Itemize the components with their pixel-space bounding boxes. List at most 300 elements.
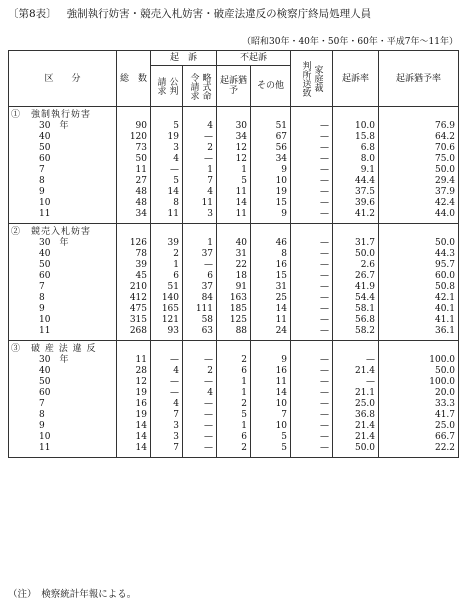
table-cell: 3 (183, 209, 217, 224)
header-kiso-formal (151, 66, 183, 107)
empty-cell (217, 341, 251, 356)
year-text: 10 (39, 432, 51, 442)
table-cell: 41.9 (333, 282, 379, 293)
table-cell: 88 (217, 326, 251, 341)
table-cell: 1 (183, 238, 217, 249)
table-cell: 11 (217, 209, 251, 224)
year-label (9, 421, 117, 432)
table-cell: — (291, 355, 333, 366)
table-cell: 50 (117, 154, 151, 165)
empty-cell (379, 341, 459, 356)
table-cell: 41.7 (379, 410, 459, 421)
table-row (9, 165, 459, 176)
table-cell: 14 (117, 432, 151, 443)
section-header-row (9, 107, 459, 122)
table-row (9, 132, 459, 143)
table-cell: 1 (217, 165, 251, 176)
table-cell: 100.0 (379, 355, 459, 366)
header-kiso: 起 訴 (151, 51, 217, 66)
table-cell: 210 (117, 282, 151, 293)
vertical-header-text: 請求 (155, 77, 166, 95)
table-cell: 9.1 (333, 165, 379, 176)
table-cell: 41.1 (379, 315, 459, 326)
table-cell: — (183, 432, 217, 443)
table-cell: 475 (117, 304, 151, 315)
table-cell: 54.4 (333, 293, 379, 304)
table-cell: 33.3 (379, 399, 459, 410)
year-label (9, 388, 117, 399)
table-cell: 39 (117, 260, 151, 271)
table-cell: 64.2 (379, 132, 459, 143)
table-cell: 4 (183, 187, 217, 198)
year-text: 30 年 (39, 121, 69, 131)
year-label (9, 121, 117, 132)
table-cell: 29.4 (379, 176, 459, 187)
year-label (9, 209, 117, 224)
section-name: ① 強制執行妨害 (9, 107, 117, 122)
table-cell: 42.1 (379, 293, 459, 304)
year-label (9, 443, 117, 458)
table-cell: 10.0 (333, 121, 379, 132)
empty-cell (333, 341, 379, 356)
table-cell: 25.0 (333, 399, 379, 410)
table-cell: 268 (117, 326, 151, 341)
table-cell: 4 (151, 154, 183, 165)
table-row (9, 176, 459, 187)
table-cell: — (151, 165, 183, 176)
table-cell: — (291, 154, 333, 165)
empty-cell (379, 107, 459, 122)
table-cell: — (183, 410, 217, 421)
table-cell: 120 (117, 132, 151, 143)
empty-cell (117, 107, 151, 122)
table-cell: 50.0 (333, 249, 379, 260)
header-total: 総 数 (117, 51, 151, 107)
year-text: 8 (39, 410, 45, 420)
table-cell: 16 (251, 366, 291, 377)
table-cell: 14 (251, 388, 291, 399)
table-cell: 16 (251, 260, 291, 271)
year-label (9, 154, 117, 165)
table-cell: 25 (251, 293, 291, 304)
table-cell: — (333, 377, 379, 388)
table-cell: 44.0 (379, 209, 459, 224)
table-cell: 24 (251, 326, 291, 341)
section-2 (9, 224, 459, 341)
vertical-header-text: 判所送致 (300, 60, 311, 97)
table-cell: 26.7 (333, 271, 379, 282)
table-cell: — (151, 388, 183, 399)
table-cell: — (183, 421, 217, 432)
table-cell: 66.7 (379, 432, 459, 443)
vertical-header-text: 家庭裁 (312, 65, 323, 92)
table-cell: 6 (217, 366, 251, 377)
table-cell: 4 (151, 366, 183, 377)
table-cell: 42.4 (379, 198, 459, 209)
table-row (9, 399, 459, 410)
year-label (9, 293, 117, 304)
year-label (9, 143, 117, 154)
table-cell: 2 (217, 443, 251, 458)
table-cell: 125 (217, 315, 251, 326)
table-cell: — (291, 176, 333, 187)
empty-cell (151, 224, 183, 239)
header-fukiso: 不起訴 (217, 51, 291, 66)
table-row (9, 410, 459, 421)
table-cell: — (291, 410, 333, 421)
table-cell: 84 (183, 293, 217, 304)
empty-cell (183, 224, 217, 239)
table-cell: 4 (151, 399, 183, 410)
table-cell: 6 (217, 432, 251, 443)
table-cell: 14 (251, 304, 291, 315)
year-text: 50 (39, 260, 51, 270)
table-cell: — (291, 293, 333, 304)
table-cell: 15.8 (333, 132, 379, 143)
table-cell: 7 (151, 443, 183, 458)
table-cell: 46 (251, 238, 291, 249)
empty-cell (251, 224, 291, 239)
table-cell: 14 (117, 443, 151, 458)
table-cell: 58 (183, 315, 217, 326)
table-cell: 11 (251, 315, 291, 326)
year-label (9, 260, 117, 271)
year-label (9, 132, 117, 143)
year-text: 60 (39, 271, 51, 281)
table-cell: 8 (151, 198, 183, 209)
year-label (9, 271, 117, 282)
table-cell: 3 (151, 421, 183, 432)
table-cell: 39.6 (333, 198, 379, 209)
table-cell: 4 (183, 121, 217, 132)
table-cell: 37.5 (333, 187, 379, 198)
table-cell: 40.1 (379, 304, 459, 315)
table-cell: 5 (251, 432, 291, 443)
section-name: ③ 破 産 法 違 反 (9, 341, 117, 356)
table-cell: 6 (183, 271, 217, 282)
table-cell: — (291, 326, 333, 341)
table-cell: — (183, 154, 217, 165)
table-cell: 30 (217, 121, 251, 132)
table-cell: 34 (251, 154, 291, 165)
table-cell: 75.0 (379, 154, 459, 165)
table-row (9, 293, 459, 304)
table-cell: 21.4 (333, 366, 379, 377)
year-label (9, 187, 117, 198)
table-cell: 76.9 (379, 121, 459, 132)
table-cell: 7 (183, 176, 217, 187)
table-cell: — (291, 421, 333, 432)
table-row (9, 355, 459, 366)
table-cell: — (151, 355, 183, 366)
year-label (9, 366, 117, 377)
table-cell: — (291, 121, 333, 132)
empty-cell (151, 107, 183, 122)
table-cell: — (291, 366, 333, 377)
year-text: 60 (39, 388, 51, 398)
table-cell: — (291, 443, 333, 458)
table-cell: 50.0 (333, 443, 379, 458)
year-label (9, 355, 117, 366)
table-cell: 8.0 (333, 154, 379, 165)
table-cell: 315 (117, 315, 151, 326)
table-cell: 58.2 (333, 326, 379, 341)
table-cell: 5 (151, 176, 183, 187)
table-cell: 1 (183, 165, 217, 176)
table-cell: — (183, 443, 217, 458)
table-cell: 10 (251, 399, 291, 410)
table-cell: 31 (217, 249, 251, 260)
table-cell: — (291, 238, 333, 249)
table-cell: 25.0 (379, 421, 459, 432)
table-cell: 50.0 (379, 238, 459, 249)
table-cell: 18 (217, 271, 251, 282)
empty-cell (117, 341, 151, 356)
table-cell: 21.4 (333, 421, 379, 432)
year-label (9, 238, 117, 249)
year-text: 9 (39, 187, 45, 197)
table-cell: 19 (117, 410, 151, 421)
table-cell: 14 (217, 198, 251, 209)
table-cell: 6.8 (333, 143, 379, 154)
year-label (9, 432, 117, 443)
table-cell: 50.8 (379, 282, 459, 293)
table-row (9, 282, 459, 293)
table-cell: 15 (251, 271, 291, 282)
header-kiso-rate: 起訴率 (333, 51, 379, 107)
table-cell: 37 (183, 282, 217, 293)
table-row (9, 421, 459, 432)
year-label (9, 249, 117, 260)
table-cell: 27 (117, 176, 151, 187)
table-cell: 1 (217, 421, 251, 432)
table-cell: 16 (117, 399, 151, 410)
year-text: 9 (39, 421, 45, 431)
year-text: 11 (39, 326, 51, 336)
empty-cell (151, 341, 183, 356)
table-note: （注） 検察統計年報による。 (8, 589, 137, 600)
year-label (9, 326, 117, 341)
table-cell: 7 (151, 410, 183, 421)
header-kiso-yuyo: 起訴猶予 (217, 66, 251, 107)
table-cell: — (183, 399, 217, 410)
table-cell: 60.0 (379, 271, 459, 282)
table-cell: 41.2 (333, 209, 379, 224)
year-text: 11 (39, 443, 51, 453)
table-cell: 67 (251, 132, 291, 143)
table-cell: 1 (151, 260, 183, 271)
year-label (9, 165, 117, 176)
table-cell: 1 (217, 377, 251, 388)
empty-cell (183, 341, 217, 356)
table-cell: 11 (117, 165, 151, 176)
year-text: 7 (39, 165, 45, 175)
year-text: 10 (39, 198, 51, 208)
year-text: 11 (39, 209, 51, 219)
table-cell: 163 (217, 293, 251, 304)
table-cell: 9 (251, 165, 291, 176)
table-cell: 111 (183, 304, 217, 315)
table-cell: — (291, 399, 333, 410)
table-cell: 63 (183, 326, 217, 341)
table-cell: 5 (217, 176, 251, 187)
table-cell: 50.0 (379, 165, 459, 176)
table-cell: 14 (117, 421, 151, 432)
table-cell: 9 (251, 355, 291, 366)
vertical-header-text: 公判 (167, 77, 178, 95)
year-label (9, 282, 117, 293)
header-sonota: その他 (251, 66, 291, 107)
table-cell: 31 (251, 282, 291, 293)
table-cell: 22.2 (379, 443, 459, 458)
table-cell: 56.8 (333, 315, 379, 326)
table-row (9, 249, 459, 260)
table-cell: 4 (183, 388, 217, 399)
table-cell: 3 (151, 432, 183, 443)
table-cell: 100.0 (379, 377, 459, 388)
table-cell: 121 (151, 315, 183, 326)
section-header-row (9, 341, 459, 356)
table-cell: 19 (251, 187, 291, 198)
vertical-header-text: 令請求 (188, 72, 199, 100)
year-text: 30 年 (39, 355, 69, 365)
table-cell: 15 (251, 198, 291, 209)
year-text: 40 (39, 366, 51, 376)
table-cell: — (151, 377, 183, 388)
table-cell: 19 (151, 132, 183, 143)
section-3 (9, 341, 459, 458)
table-cell: 2 (217, 399, 251, 410)
table-cell: 12 (117, 377, 151, 388)
table-number: 〔第8表〕 (8, 8, 57, 20)
table-cell: 11 (217, 187, 251, 198)
year-label (9, 315, 117, 326)
table-cell: 12 (217, 143, 251, 154)
header-kiso-summary (183, 66, 217, 107)
table-row (9, 315, 459, 326)
header-katei (291, 51, 333, 107)
table-cell: 21.1 (333, 388, 379, 399)
header-yuyo-rate: 起訴猶予率 (379, 51, 459, 107)
table-row (9, 366, 459, 377)
table-cell: 8 (251, 249, 291, 260)
table-cell: 6 (151, 271, 183, 282)
table-row (9, 432, 459, 443)
table-cell: 5 (251, 443, 291, 458)
table-cell: — (291, 260, 333, 271)
table-cell: — (291, 271, 333, 282)
year-label (9, 198, 117, 209)
table-cell: — (291, 282, 333, 293)
table-cell: 2 (183, 143, 217, 154)
table-cell: 48 (117, 187, 151, 198)
header-kubun: 区 分 (9, 51, 117, 107)
table-cell: 14 (151, 187, 183, 198)
table-cell: 51 (151, 282, 183, 293)
table-cell: 11 (183, 198, 217, 209)
table-cell: — (183, 260, 217, 271)
table-cell: 2 (151, 249, 183, 260)
year-text: 10 (39, 315, 51, 325)
empty-cell (217, 107, 251, 122)
table-cell: 56 (251, 143, 291, 154)
year-text: 30 年 (39, 238, 69, 248)
table-row (9, 209, 459, 224)
table-cell: — (291, 209, 333, 224)
table-cell: 126 (117, 238, 151, 249)
empty-cell (333, 224, 379, 239)
empty-cell (183, 107, 217, 122)
empty-cell (217, 224, 251, 239)
empty-cell (333, 107, 379, 122)
empty-cell (117, 224, 151, 239)
year-text: 40 (39, 132, 51, 142)
table-cell: 91 (217, 282, 251, 293)
table-cell: 36.1 (379, 326, 459, 341)
table-cell: 44.4 (333, 176, 379, 187)
year-label (9, 304, 117, 315)
table-cell: — (291, 304, 333, 315)
table-row (9, 271, 459, 282)
table-cell: 44.3 (379, 249, 459, 260)
table-cell: 12 (217, 154, 251, 165)
table-cell: — (291, 315, 333, 326)
table-cell: 20.0 (379, 388, 459, 399)
table-cell: — (291, 165, 333, 176)
table-cell: 90 (117, 121, 151, 132)
table-row (9, 187, 459, 198)
table-cell: — (291, 187, 333, 198)
year-label (9, 176, 117, 187)
table-cell: 36.8 (333, 410, 379, 421)
year-text: 7 (39, 399, 45, 409)
table-cell: 11 (251, 377, 291, 388)
empty-cell (251, 107, 291, 122)
table-cell: — (183, 355, 217, 366)
table-row (9, 121, 459, 132)
table-subtitle: （昭和30年・40年・50年・60年・平成7年～11年） (242, 37, 458, 47)
table-cell: 3 (151, 143, 183, 154)
table-cell: 78 (117, 249, 151, 260)
vertical-header-text: 略式命 (200, 72, 211, 100)
table-cell: — (183, 132, 217, 143)
table-row (9, 326, 459, 341)
table-row (9, 388, 459, 399)
table-cell: 50.0 (379, 366, 459, 377)
table-row (9, 443, 459, 458)
table-cell: 412 (117, 293, 151, 304)
empty-cell (251, 341, 291, 356)
table-cell: 95.7 (379, 260, 459, 271)
table-cell: — (291, 432, 333, 443)
table-cell: 185 (217, 304, 251, 315)
table-cell: 28 (117, 366, 151, 377)
table-cell: 22 (217, 260, 251, 271)
year-text: 50 (39, 377, 51, 387)
table-cell: 34 (217, 132, 251, 143)
table-row (9, 154, 459, 165)
table-title (8, 6, 371, 21)
table-row (9, 198, 459, 209)
empty-cell (379, 224, 459, 239)
table-cell: 51 (251, 121, 291, 132)
year-text: 50 (39, 143, 51, 153)
table-cell: — (291, 388, 333, 399)
table-cell: 45 (117, 271, 151, 282)
empty-cell (291, 341, 333, 356)
empty-cell (291, 224, 333, 239)
table-cell: — (291, 132, 333, 143)
